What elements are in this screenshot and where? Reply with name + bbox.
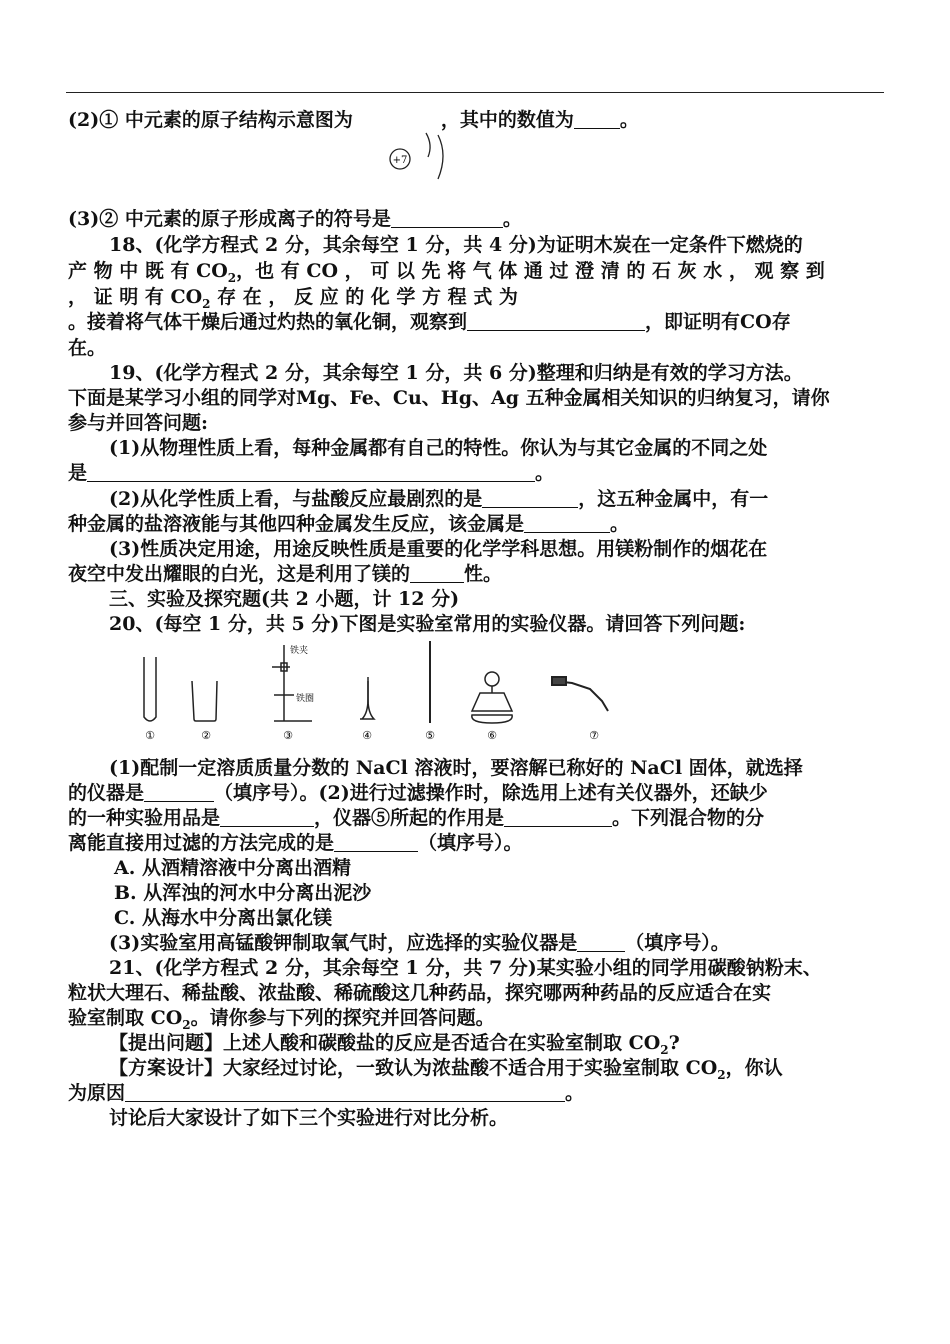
q20-p1d: 的一种实验用品是 (68, 807, 221, 829)
q21-design-text: 【方案设计】大家经过讨论，一致认为浓盐酸不适合用于实验室制取 CO (109, 1057, 718, 1079)
apparatus-label-7: ⑦ (589, 729, 599, 742)
q20-p1g: 离能直接用过滤的方法完成的是 (68, 832, 335, 854)
q21-ask-end: ? (668, 1032, 680, 1054)
q20-part2-cont (68, 831, 882, 855)
header-rule (66, 92, 884, 93)
q21-design (68, 1056, 882, 1080)
apparatus-label-1: ① (145, 729, 155, 742)
q20-option-a: A. 从酒精溶液中分离出酒精 (114, 857, 351, 879)
q19-p1end: 。 (535, 462, 555, 484)
q2-text: (2)① 中元素的原子结构示意图为 (68, 109, 353, 131)
co2-subscript: 2 (717, 1067, 726, 1082)
nucleus-charge: +7 (392, 155, 408, 166)
q19-blank-1[interactable] (87, 463, 535, 482)
co2-subscript: 2 (202, 296, 211, 311)
apparatus-label-3: ③ (283, 729, 293, 742)
q18-l4b: ，即证明有CO存 (645, 311, 791, 333)
q20-blank-3[interactable] (504, 808, 612, 827)
q20-part1: (1)配制一定溶质质量分数的 NaCl 溶液时，要溶解已称好的 NaCl 固体，就选择 (109, 757, 803, 779)
q21-ask (68, 1031, 882, 1055)
q20-part2 (68, 806, 882, 830)
q19-p2end: 。 (610, 513, 630, 535)
q20-p1f: 。下列混合物的分 (612, 807, 765, 829)
q20-line-1: 20、(每空 1 分，共 5 分)下图是实验室常用的实验仪器。请回答下列问题: (109, 613, 746, 635)
q18-l2a: 产 物 中 既 有 CO (68, 260, 228, 282)
q18-l3b: 存 在 ， 反 应 的 化 学 方 程 式 为 (210, 286, 518, 308)
electron-shell-2 (438, 135, 443, 179)
q19-part3-cont (68, 562, 882, 586)
q20-p1b: 的仪器是 (68, 782, 145, 804)
q18-blank[interactable] (467, 312, 645, 331)
iron-clamp-label: 铁夹 (290, 646, 309, 656)
q19-p2a: (2)从化学性质上看，与盐酸反应最剧烈的是 (109, 488, 483, 510)
q2-end: 。 (619, 109, 639, 131)
q2-blank[interactable] (574, 110, 620, 129)
q3-text: (3)② 中元素的原子形成离子的符号是 (68, 208, 391, 230)
section-3-heading: 三、实验及探究题(共 2 小题，计 12 分) (109, 588, 460, 610)
q19-part1-answer (68, 461, 882, 485)
iron-stand-icon (272, 645, 315, 721)
q20-blank-5[interactable] (577, 933, 625, 952)
co2-subscript: 2 (227, 270, 237, 285)
iron-ring-label: 铁圈 (296, 694, 315, 704)
beaker-icon (192, 681, 217, 721)
q21-reason (68, 1081, 882, 1105)
q20-p3b: （填序号）。 (625, 932, 730, 954)
q18-l3a: ， 证 明 有 CO (68, 286, 203, 308)
q18-l4a: 。接着将气体干燥后通过灼热的氧化铜，观察到 (68, 311, 468, 333)
q21-ask-text: 【提出问题】上述人酸和碳酸盐的反应是否适合在实验室制取 CO (109, 1032, 661, 1054)
q20-blank-4[interactable] (334, 833, 418, 852)
delivery-tube-icon (552, 677, 608, 711)
q18-line-1: 18、(化学方程式 2 分，其余每空 1 分，共 4 分)为证明木炭在一定条件下燃烧的 (109, 234, 803, 256)
q21-l3b: 。请你参与下列的探究并回答问题。 (190, 1007, 495, 1029)
q18-line-4 (68, 310, 882, 334)
q21-line-2: 粒状大理石、稀盐酸、浓盐酸、稀硫酸这几种药品，探究哪两种药品的反应适合在实 (68, 982, 772, 1004)
q19-line-1: 19、(化学方程式 2 分，其余每空 1 分，共 6 分)整理和归纳是有效的学习方法。 (109, 362, 803, 384)
q18-line-5: 在。 (68, 337, 107, 359)
q21-line-1: 21、(化学方程式 2 分，其余每空 1 分，共 7 分)某实验小组的同学用碳酸钠粉末、 (109, 957, 822, 979)
q3-end: 。 (502, 208, 522, 230)
atom-structure-diagram (388, 125, 468, 185)
co2-subscript: 2 (660, 1042, 669, 1057)
apparatus-label-4: ④ (362, 729, 372, 742)
q19-blank-3[interactable] (524, 514, 610, 533)
q19-line-3: 参与并回答问题: (68, 412, 209, 434)
apparatus-label-2: ② (201, 729, 211, 742)
funnel-icon (360, 677, 374, 719)
apparatus-label-6: ⑥ (487, 729, 497, 742)
q19-p2b: ，这五种金属中，有一 (578, 488, 769, 510)
q19-blank-2[interactable] (482, 489, 578, 508)
q21-reason-end: 。 (565, 1082, 585, 1104)
q20-part3 (68, 931, 882, 955)
q3-blank[interactable] (391, 209, 503, 228)
q20-p1c: （填序号）。(2)进行过滤操作时，除选用上述有关仪器外，还缺少 (214, 782, 768, 804)
co2-subscript: 2 (182, 1017, 191, 1032)
q20-option-c: C. 从海水中分离出氯化镁 (114, 907, 333, 929)
q20-blank-1[interactable] (144, 783, 214, 802)
q20-p3a: (3)实验室用高锰酸钾制取氧气时，应选择的实验仪器是 (109, 932, 578, 954)
q2-after: ，其中的数值为 (440, 109, 574, 131)
q3-line (68, 207, 882, 231)
q18-l2b: ，也 有 CO ， 可 以 先 将 气 体 通 过 澄 清 的 石 灰 水 ， 观 察 到 (236, 260, 825, 282)
q19-part1: (1)从物理性质上看，每种金属都有自己的特性。你认为与其它金属的不同之处 (109, 437, 768, 459)
q20-blank-2[interactable] (220, 808, 314, 827)
q19-p2c: 种金属的盐溶液能与其他四种金属发生反应，该金属是 (68, 513, 525, 535)
q2-line (68, 108, 882, 132)
q20-p1h: （填序号）。 (418, 832, 523, 854)
q21-blank[interactable] (125, 1083, 565, 1102)
test-tube-icon (144, 657, 156, 721)
q18-line-3 (68, 285, 882, 309)
q21-reason-text: 为原因 (68, 1082, 126, 1104)
q20-p1e: ，仪器⑤所起的作用是 (314, 807, 505, 829)
q21-last-line: 讨论后大家设计了如下三个实验进行对比分析。 (109, 1107, 509, 1129)
q19-p3b: 夜空中发出耀眼的白光，这是利用了镁的 (68, 563, 411, 585)
q21-design-end: ，你认 (725, 1057, 783, 1079)
lab-apparatus-figure (124, 637, 654, 747)
q19-line-2: 下面是某学习小组的同学对Mg、Fe、Cu、Hg、Ag 五种金属相关知识的归纳复习，请你 (68, 387, 830, 409)
q19-p1b: 是 (68, 462, 88, 484)
q20-option-b: B. 从浑浊的河水中分离出泥沙 (114, 882, 372, 904)
q20-part1-cont (68, 781, 882, 805)
alcohol-lamp-icon (472, 672, 512, 723)
q19-blank-4[interactable] (410, 564, 464, 583)
electron-shell-1 (426, 133, 430, 157)
q19-part2-cont (68, 512, 882, 536)
apparatus-label-5: ⑤ (425, 729, 435, 742)
q19-part3: (3)性质决定用途，用途反映性质是重要的化学学科思想。用镁粉制作的烟花在 (109, 538, 768, 560)
q18-line-2 (68, 259, 882, 283)
q21-l3a: 验室制取 CO (68, 1007, 183, 1029)
q19-p3end: 性。 (464, 563, 503, 585)
q19-part2 (68, 487, 882, 511)
q21-line-3 (68, 1006, 882, 1030)
